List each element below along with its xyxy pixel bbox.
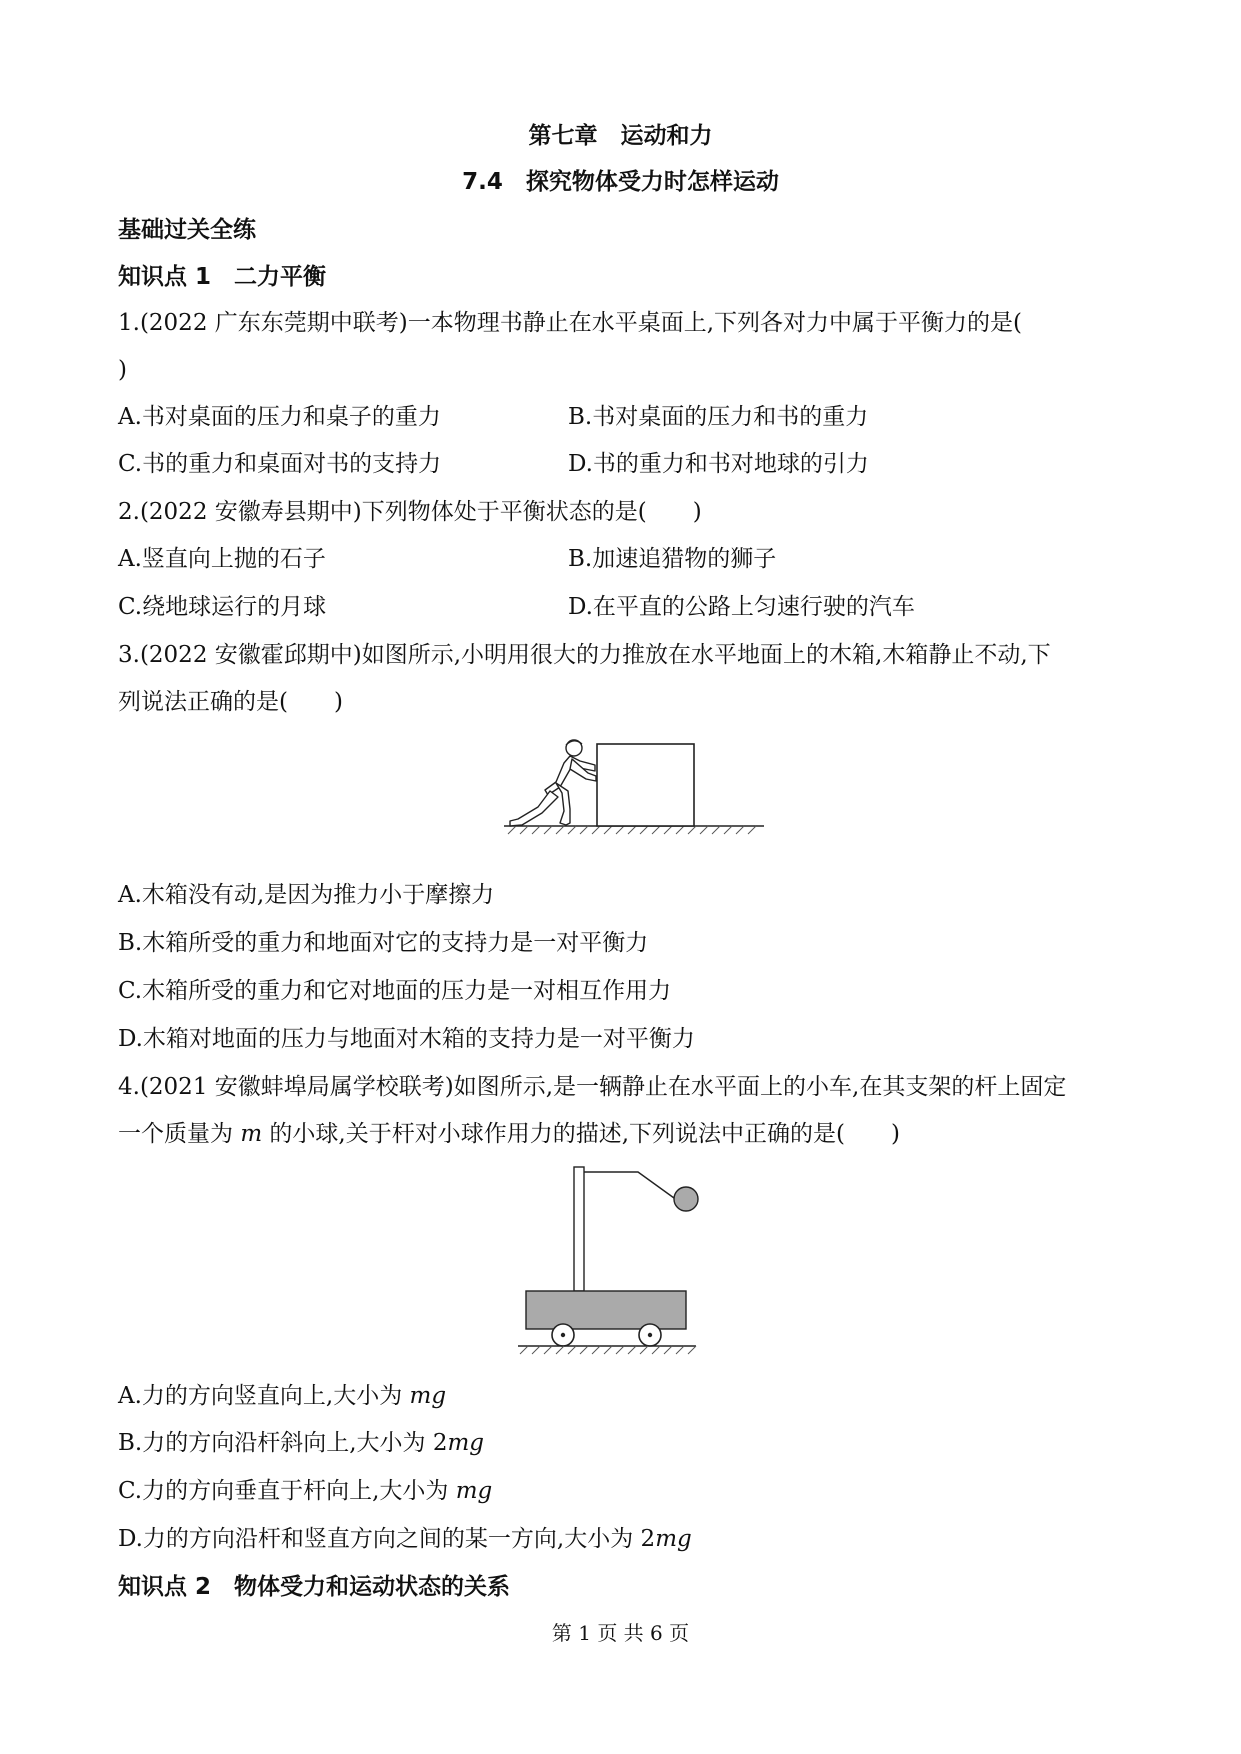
q3-option-d: D.木箱对地面的压力与地面对木箱的支持力是一对平衡力 <box>118 1026 695 1052</box>
q2-option-a: A.竖直向上抛的石子 <box>118 546 326 572</box>
q3-option-a: A.木箱没有动,是因为推力小于摩擦力 <box>118 882 495 908</box>
q4-mass-symbol: m <box>240 1121 263 1147</box>
q4-stem-line2: 一个质量为 m 的小球,关于杆对小球作用力的描述,下列说法中正确的是( ) <box>118 1121 901 1147</box>
q4-figure-cart-with-ball <box>510 1165 710 1365</box>
q1-stem-line2: ) <box>118 357 127 383</box>
knowledge-point-2-heading: 知识点 2 物体受力和运动状态的关系 <box>118 1574 511 1600</box>
q3-stem-line2: 列说法正确的是( ) <box>118 689 343 715</box>
page-footer: 第 1 页 共 6 页 <box>551 1621 690 1645</box>
q3-figure-person-pushing-box <box>500 735 780 845</box>
q1-stem-line1: 1.(2022 广东东莞期中联考)一本物理书静止在水平桌面上,下列各对力中属于平衡力的是( <box>118 310 1023 336</box>
q1-option-b: B.书对桌面的压力和书的重力 <box>568 404 869 430</box>
knowledge-point-1-heading: 知识点 1 二力平衡 <box>118 264 327 290</box>
section-title: 7.4 探究物体受力时怎样运动 <box>462 169 779 195</box>
q4-option-c: C.力的方向垂直于杆向上,大小为 mg <box>118 1478 493 1504</box>
q3-option-b: B.木箱所受的重力和地面对它的支持力是一对平衡力 <box>118 930 649 956</box>
q4-stem-line1: 4.(2021 安徽蚌埠局属学校联考)如图所示,是一辆静止在水平面上的小车,在其支架的杆上固定 <box>118 1074 1067 1100</box>
q4-option-b: B.力的方向沿杆斜向上,大小为 2mg <box>118 1430 485 1456</box>
q3-stem-line1: 3.(2022 安徽霍邱期中)如图所示,小明用很大的力推放在水平地面上的木箱,木箱静止不动,下 <box>118 642 1051 668</box>
q3-option-c: C.木箱所受的重力和它对地面的压力是一对相互作用力 <box>118 978 672 1004</box>
q2-option-b: B.加速追猎物的狮子 <box>568 546 777 572</box>
q2-option-c: C.绕地球运行的月球 <box>118 594 327 620</box>
q2-stem: 2.(2022 安徽寿县期中)下列物体处于平衡状态的是( ) <box>118 499 702 525</box>
q4-option-d: D.力的方向沿杆和竖直方向之间的某一方向,大小为 2mg <box>118 1526 692 1552</box>
chapter-title: 第七章 运动和力 <box>528 123 713 149</box>
practice-heading: 基础过关全练 <box>118 217 256 243</box>
q1-option-d: D.书的重力和书对地球的引力 <box>568 451 869 477</box>
q1-option-c: C.书的重力和桌面对书的支持力 <box>118 451 442 477</box>
q1-option-a: A.书对桌面的压力和桌子的重力 <box>118 404 441 430</box>
q2-option-d: D.在平直的公路上匀速行驶的汽车 <box>568 594 915 620</box>
q4-option-a: A.力的方向竖直向上,大小为 mg <box>118 1383 447 1409</box>
